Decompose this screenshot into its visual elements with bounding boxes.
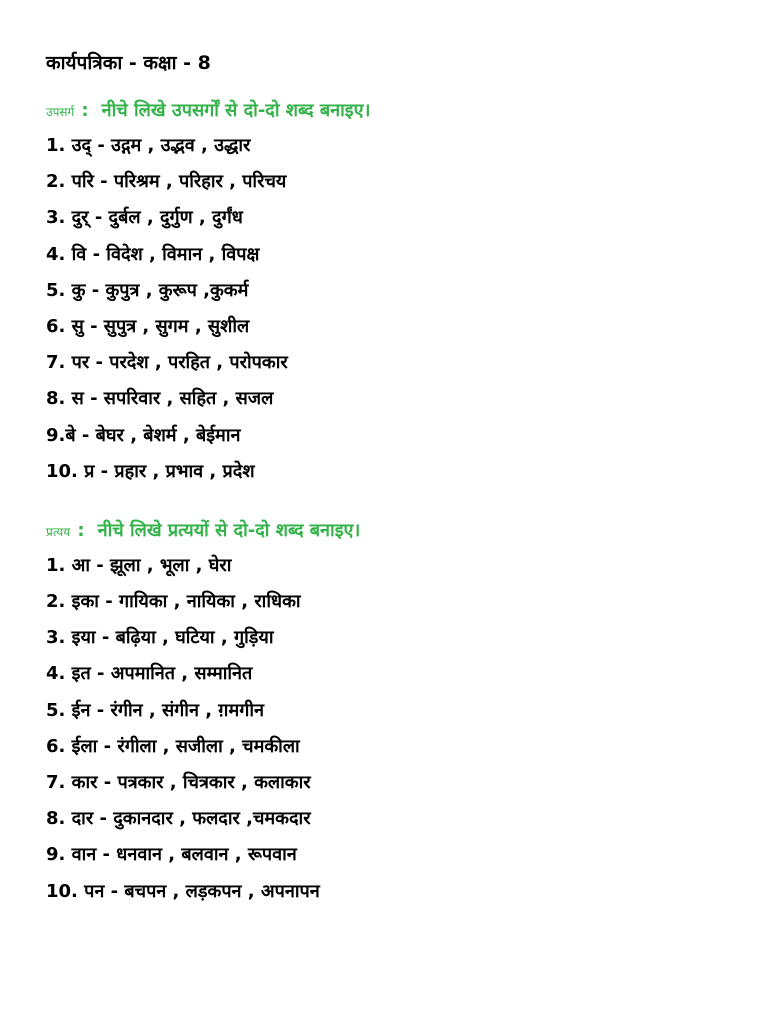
list-item: 6. सु - सुपुत्र , सुगम , सुशील <box>46 315 250 337</box>
section-heading <box>46 94 746 128</box>
list-item: 4. वि - विदेश , विमान , विपक्ष <box>46 243 260 265</box>
section-instruction: नीचे लिखे प्रत्ययों से दो-दो शब्द बनाइए। <box>97 519 361 541</box>
list-item: 3. इया - बढ़िया , घटिया , गुड़िया <box>46 627 274 649</box>
list-item: 9. वान - धनवान , बलवान , रूपवान <box>46 844 297 866</box>
page-title: कार्यपत्रिका - कक्षा - 8 <box>46 52 211 74</box>
list-item: 6. ईला - रंगीला , सजीला , चमकीला <box>46 735 300 757</box>
list-item: 3. दुर् - दुर्बल , दुर्गुण , दुर्गंध <box>46 207 243 229</box>
section-heading <box>46 514 746 548</box>
list-item: 2. इका - गायिका , नायिका , राधिका <box>46 591 301 613</box>
list-item: 5. कु - कुपुत्र , कुरूप ,कुकर्म <box>46 279 249 301</box>
list-item: 1. आ - झूला , भूला , घेरा <box>46 554 232 576</box>
list-item: 8. दार - दुकानदार , फलदार ,चमकदार <box>46 808 311 830</box>
list-item: 1. उद् - उद्गम , उद्भव , उद्धार <box>46 135 251 156</box>
list-item: 2. परि - परिश्रम , परिहार , परिचय <box>46 171 287 193</box>
section-spacer <box>46 490 746 514</box>
list-item: 10. पन - बचपन , लड़कपन , अपनापन <box>46 880 320 902</box>
worksheet <box>46 48 746 910</box>
section-instruction: नीचे लिखे उपसर्गों से दो-दो शब्द बनाइए। <box>101 100 371 121</box>
list-item: 5. ईन - रंगीन , संगीन , ग़मगीन <box>46 699 264 721</box>
list-item: 10. प्र - प्रहार , प्रभाव , प्रदेश <box>46 460 255 482</box>
section-tag: उपसर्ग <box>46 105 75 119</box>
section-upsarg <box>46 94 746 490</box>
list-item: 4. इत - अपमानित , सम्मानित <box>46 663 253 685</box>
list-item: 9.बे - बेघर , बेशर्म , बेईमान <box>46 424 241 446</box>
section-tag: प्रत्यय <box>46 524 71 539</box>
section-colon: : <box>77 519 85 541</box>
list-item: 7. पर - परदेश , परहित , परोपकार <box>46 352 288 374</box>
list-item: 7. कार - पत्रकार , चित्रकार , कलाकार <box>46 772 311 793</box>
section-pratyay <box>46 514 746 910</box>
list-item: 8. स - सपरिवार , सहित , सजल <box>46 388 274 410</box>
section-colon: : <box>81 100 89 121</box>
